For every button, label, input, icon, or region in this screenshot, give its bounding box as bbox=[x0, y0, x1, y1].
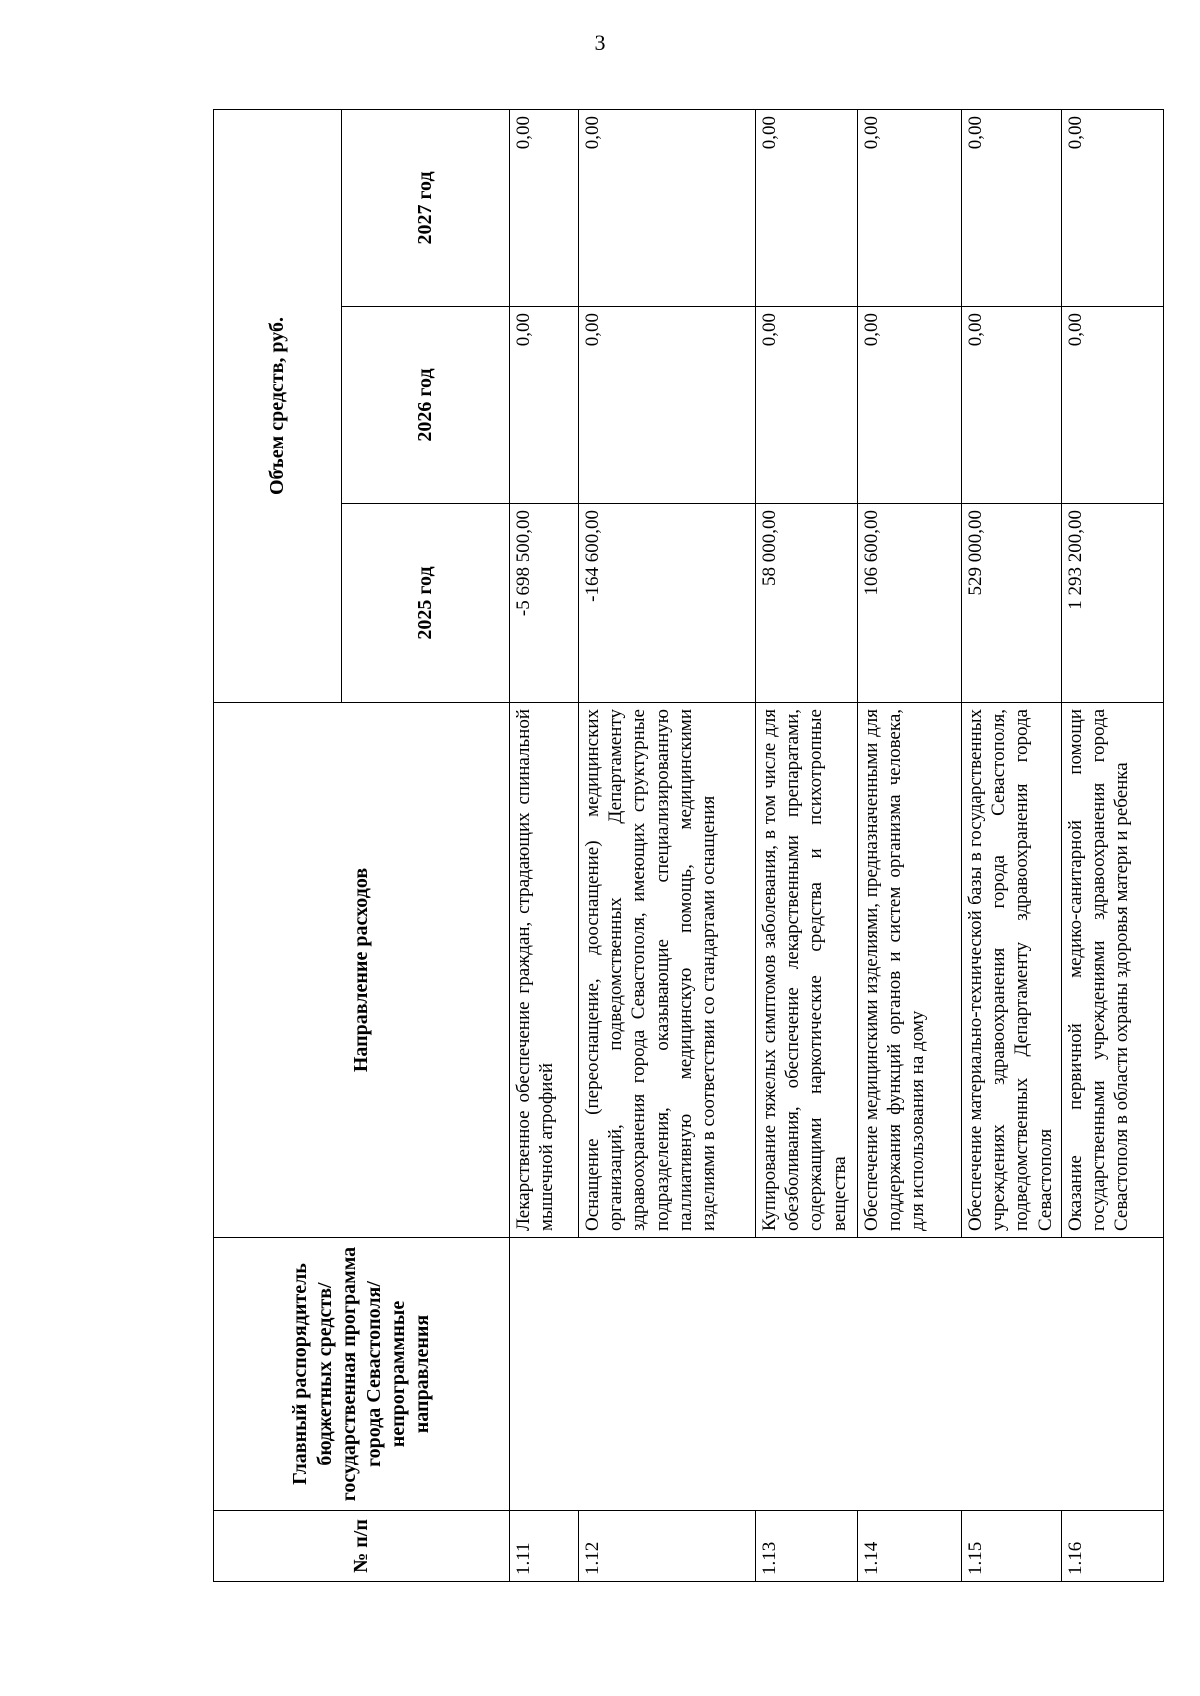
table-row bbox=[510, 109, 579, 1581]
row-number: 1.11 bbox=[510, 1511, 579, 1582]
amount-2025: 106 600,00 bbox=[858, 504, 962, 703]
header-year-2026: 2026 год bbox=[342, 307, 510, 504]
amount-2025: 529 000,00 bbox=[962, 504, 1062, 703]
amount-2027: 0,00 bbox=[1062, 109, 1164, 306]
amount-2026: 0,00 bbox=[962, 307, 1062, 504]
amount-2026: 0,00 bbox=[510, 307, 579, 504]
amount-2026: 0,00 bbox=[756, 307, 858, 504]
distributor-cell bbox=[510, 1238, 1164, 1511]
header-num: № п/п bbox=[214, 1511, 510, 1582]
header-year-2025: 2025 год bbox=[342, 504, 510, 703]
direction-cell: Лекарственное обеспечение граждан, страдающих спинальной мышечной атрофией bbox=[510, 703, 579, 1238]
amount-2026: 0,00 bbox=[858, 307, 962, 504]
amount-2025: -164 600,00 bbox=[579, 504, 756, 703]
amount-2025: 1 293 200,00 bbox=[1062, 504, 1164, 703]
amount-2027: 0,00 bbox=[579, 109, 756, 306]
header-distributor: Главный распорядитель бюджетных средств/государственная программа города Севастополя/непрограммные направления bbox=[214, 1238, 510, 1511]
row-number: 1.12 bbox=[579, 1511, 756, 1582]
amount-2025: 58 000,00 bbox=[756, 504, 858, 703]
direction-cell: Оснащение (переоснащение, дооснащение) медицинских организаций, подведомственных Департаменту здравоохранения города Севастополя, имеющих структурные подразделения, оказывающие специализированную паллиативную медицинскую помощь, медицинскими изделиями в соответствии со стандартами оснащения bbox=[579, 703, 756, 1238]
direction-cell: Оказание первичной медико-санитарной помощи государственными учреждениями здравоохранения города Севастополя в области охраны здоровья матери и ребенка bbox=[1062, 703, 1164, 1238]
amount-2027: 0,00 bbox=[510, 109, 579, 306]
amount-2027: 0,00 bbox=[962, 109, 1062, 306]
row-number: 1.14 bbox=[858, 1511, 962, 1582]
row-number: 1.16 bbox=[1062, 1511, 1164, 1582]
direction-cell: Купирование тяжелых симптомов заболевания, в том числе для обезболивания, обеспечение лекарственными препаратами, содержащими наркотические средства и психотропные вещества bbox=[756, 703, 858, 1238]
direction-cell: Обеспечение медицинскими изделиями, предназначенными для поддержания функций органов и систем организма человека, для использования на дому bbox=[858, 703, 962, 1238]
amount-2025: -5 698 500,00 bbox=[510, 504, 579, 703]
amount-2027: 0,00 bbox=[756, 109, 858, 306]
amount-2027: 0,00 bbox=[858, 109, 962, 306]
header-year-2027: 2027 год bbox=[342, 109, 510, 306]
row-number: 1.15 bbox=[962, 1511, 1062, 1582]
amount-2026: 0,00 bbox=[1062, 307, 1164, 504]
row-number: 1.13 bbox=[756, 1511, 858, 1582]
budget-table bbox=[213, 109, 1164, 1582]
direction-cell: Обеспечение материально-технической базы в государственных учреждениях здравоохранения города Севастополя, подведомственных Департаменту здравоохранения города Севастополя bbox=[962, 703, 1062, 1238]
header-volume-group: Объем средств, руб. bbox=[214, 109, 342, 702]
page-number: 3 bbox=[594, 30, 606, 55]
header-direction: Направление расходов bbox=[214, 703, 510, 1238]
rotated-table-container bbox=[213, 110, 1133, 1582]
amount-2026: 0,00 bbox=[579, 307, 756, 504]
